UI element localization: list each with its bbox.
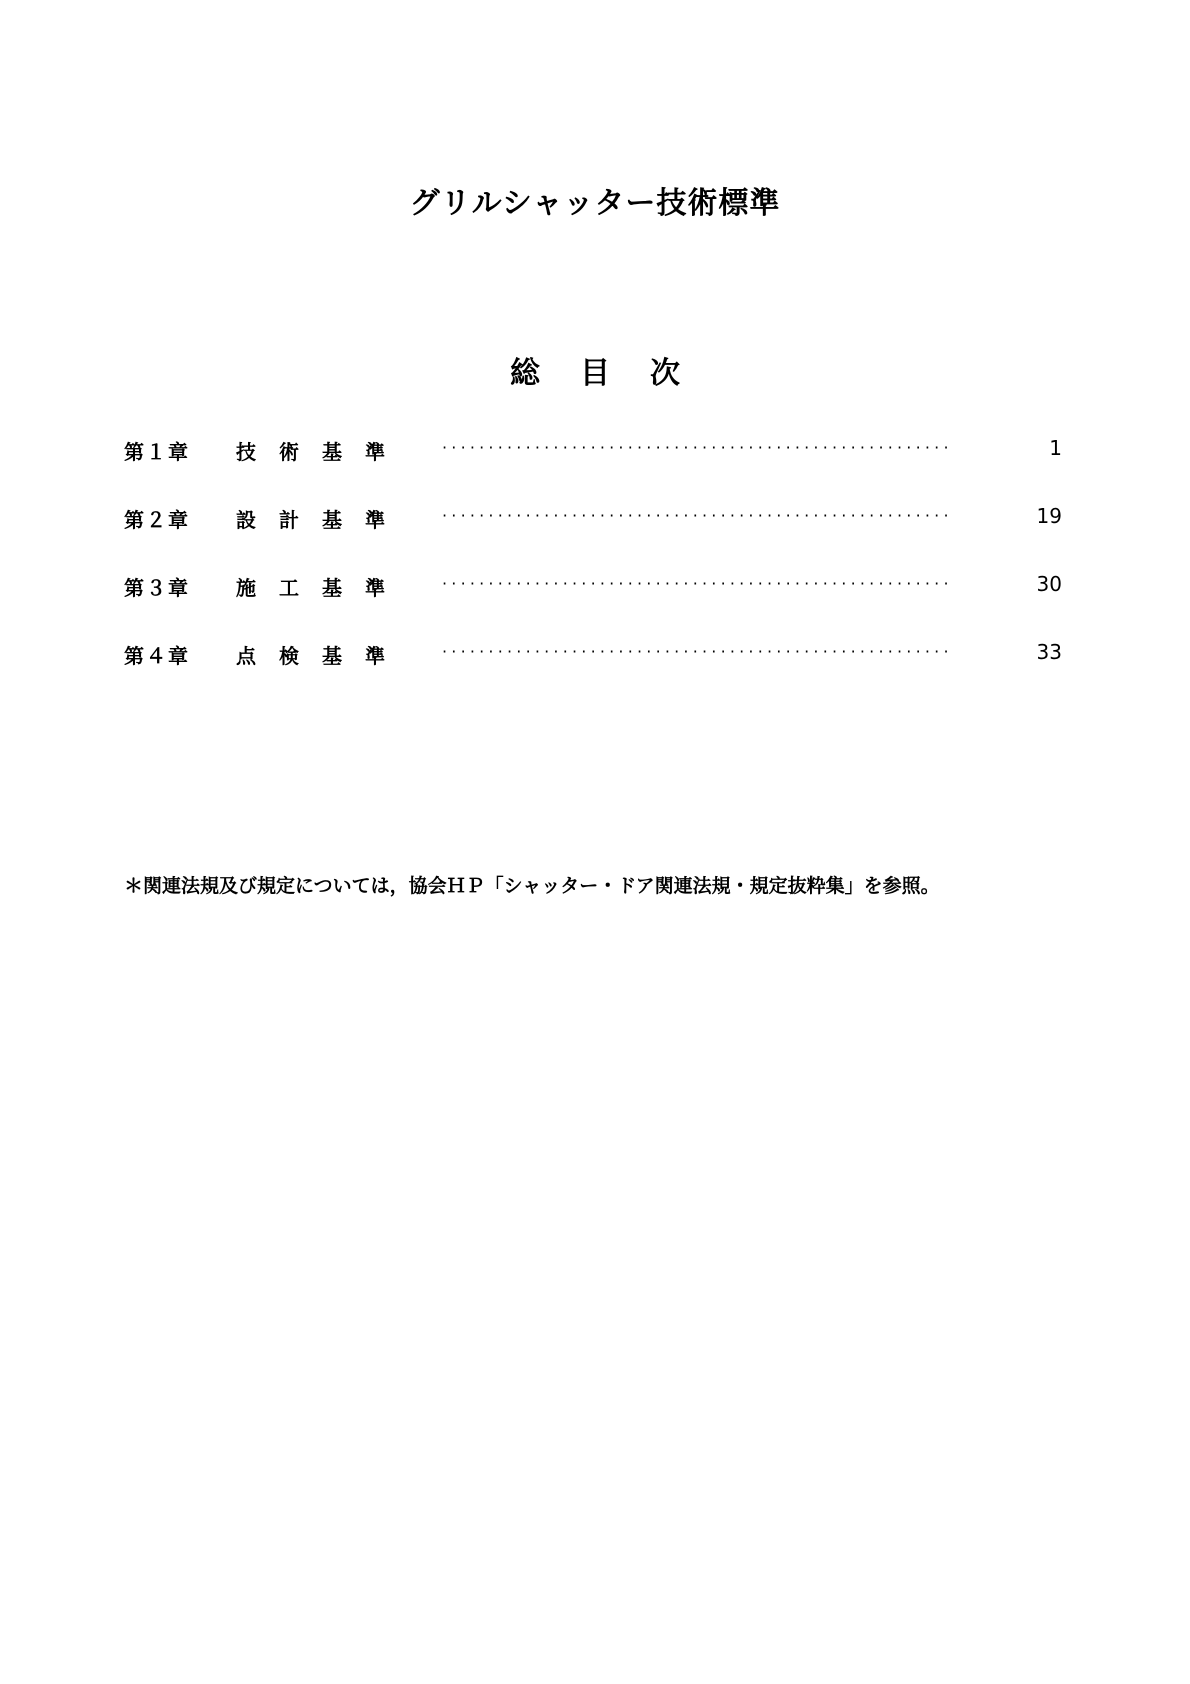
toc-chapter-number: 第３章 <box>124 576 190 600</box>
toc-entry-chapter-1[interactable] <box>124 436 1062 504</box>
toc-title-char: 術 <box>279 440 299 464</box>
toc-page-number: 19 <box>1036 504 1062 528</box>
toc-title-char: 技 <box>236 440 256 464</box>
toc-title-char: 基 <box>322 644 342 668</box>
toc-heading <box>0 348 1190 392</box>
toc-leader-dots: ······················································· <box>442 574 953 593</box>
toc-chapter-number: 第４章 <box>124 644 190 668</box>
toc-leader-dots: ······················································· <box>442 506 953 525</box>
toc-chapter-title <box>236 436 408 465</box>
toc-heading-char: 総 <box>510 356 540 391</box>
toc-page-number: 33 <box>1036 640 1062 664</box>
toc-leader-dots: ······················································· <box>442 438 953 457</box>
toc-chapter-title <box>236 640 408 669</box>
toc-title-char: 基 <box>322 576 342 600</box>
toc-page-number: 1 <box>1049 436 1062 460</box>
toc-entry-chapter-3[interactable] <box>124 572 1062 640</box>
reference-note: ＊関連法規及び規定については，協会ＨＰ「シャッター・ドア関連法規・規定抜粋集」を参照。 <box>124 875 940 897</box>
toc-title-char: 基 <box>322 508 342 532</box>
toc-chapter-title <box>236 572 408 601</box>
toc-title-char: 点 <box>236 644 256 668</box>
document-title: グリルシャッター技術標準 <box>409 186 781 221</box>
toc-title-char: 計 <box>279 508 299 532</box>
toc-heading-char: 目 <box>580 356 610 391</box>
toc-chapter-title <box>236 504 408 533</box>
toc-page-number: 30 <box>1036 572 1062 596</box>
toc-entry-chapter-4[interactable] <box>124 640 1062 708</box>
toc-title-char: 設 <box>236 508 256 532</box>
toc-title-char: 準 <box>365 508 385 532</box>
toc-title-char: 準 <box>365 644 385 668</box>
toc-title-char: 施 <box>236 576 256 600</box>
toc-title-char: 工 <box>279 576 299 600</box>
toc-title-char: 検 <box>279 644 299 668</box>
toc-heading-char: 次 <box>650 356 680 391</box>
table-of-contents <box>124 436 1062 708</box>
toc-chapter-number: 第１章 <box>124 440 190 464</box>
toc-entry-chapter-2[interactable] <box>124 504 1062 572</box>
toc-title-char: 準 <box>365 576 385 600</box>
toc-title-char: 基 <box>322 440 342 464</box>
toc-chapter-number: 第２章 <box>124 508 190 532</box>
toc-title-char: 準 <box>365 440 385 464</box>
toc-leader-dots: ······················································· <box>442 642 953 661</box>
